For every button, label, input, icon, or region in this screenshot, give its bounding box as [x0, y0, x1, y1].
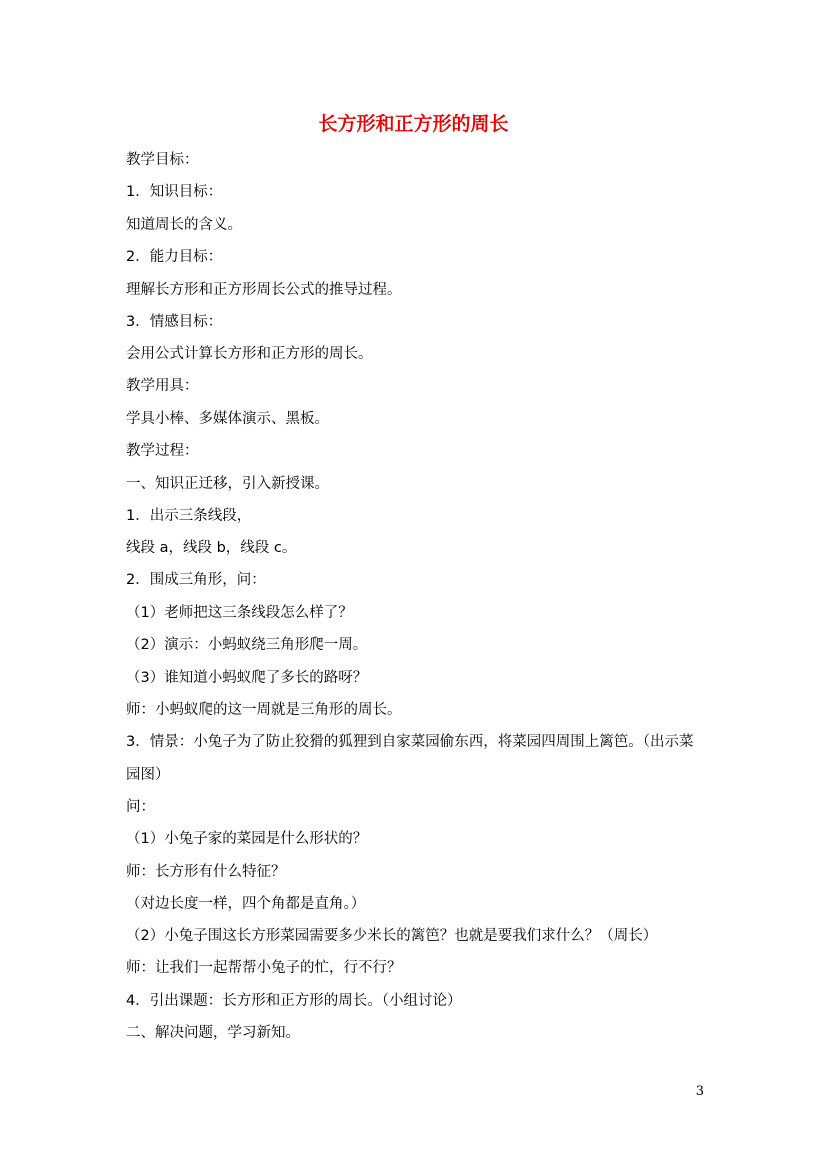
page-number: 3 [695, 1084, 704, 1099]
text-line: 师：小蚂蚁爬的这一周就是三角形的周长。 [126, 702, 402, 718]
text-line: 师：长方形有什么特征？ [126, 864, 286, 880]
text-line: （3）谁知道小蚂蚁爬了多长的路呀？ [126, 670, 368, 686]
text-paragraph: 3．情景：小兔子为了防止狡猾的狐狸到自家菜园偷东西，将菜园四周围上篱笆。（出示菜园图） [126, 734, 694, 783]
text-line: 2．能力目标： [126, 249, 223, 265]
text-line: 教学过程： [126, 443, 199, 459]
text-line: 问： [126, 799, 155, 815]
text-line: 1．知识目标： [126, 184, 223, 200]
text-line: 学具小棒、多媒体演示、黑板。 [126, 411, 329, 427]
text-line: 2．围成三角形，问： [126, 572, 266, 588]
text-line: 一、知识正迁移，引入新授课。 [126, 476, 329, 492]
text-line: （对边长度一样，四个角都是直角。） [126, 896, 366, 912]
text-line: （1）小兔子家的菜园是什么形状的？ [126, 831, 368, 847]
text-line: 会用公式计算长方形和正方形的周长。 [126, 346, 373, 362]
text-line: 3．情感目标： [126, 314, 223, 330]
text-line: 1．出示三条线段， [126, 508, 252, 524]
text-line: 理解长方形和正方形周长公式的推导过程。 [126, 282, 402, 298]
text-line: （2）演示：小蚂蚁绕三角形爬一周。 [126, 637, 368, 653]
text-line: 二、解决问题，学习新知。 [126, 1025, 300, 1041]
text-line: （1）老师把这三条线段怎么样了？ [126, 605, 353, 621]
text-line: 4．引出课题：长方形和正方形的周长。（小组讨论） [126, 993, 462, 1009]
text-line: 知道周长的含义。 [126, 217, 242, 233]
text-line: （2）小兔子围这长方形菜园需要多少米长的篱笆？也就是要我们求什么？（周长） [126, 928, 658, 944]
text-line: 教学目标： [126, 152, 199, 168]
text-line: 线段 a，线段 b，线段 c。 [126, 540, 297, 556]
text-line: 师：让我们一起帮帮小兔子的忙，行不行？ [126, 960, 402, 976]
text-line: 教学用具： [126, 378, 199, 394]
document-title: 长方形和正方形的周长 [318, 113, 509, 135]
